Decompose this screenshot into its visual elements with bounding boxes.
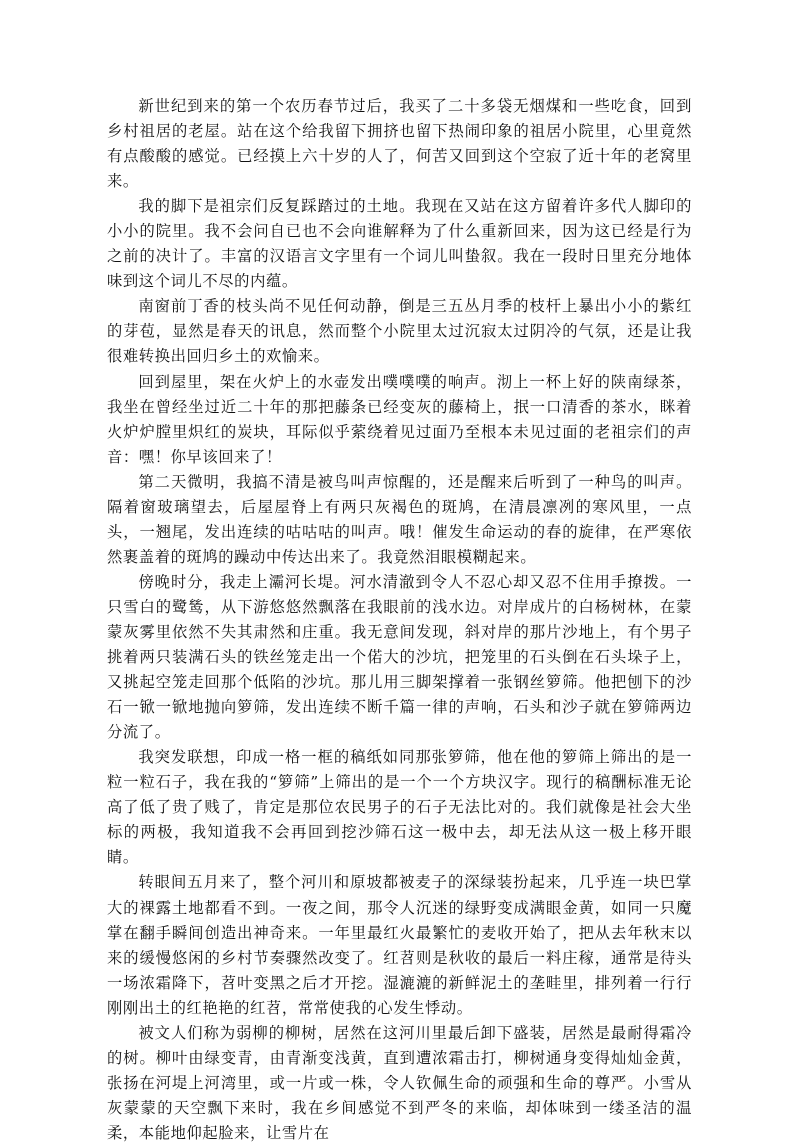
paragraph: 第二天微明，我搞不清是被鸟叫声惊醒的，还是醒来后听到了一种鸟的叫声。隔着窗玻璃望去，后屋屋脊上有两只灰褐色的斑鸠，在清晨凛冽的寒风里，一点头，一翘尾，发出连续的咕咕咕的叫声。哦！催发生命运动的春的旋律，在严寒依然裹盖着的斑鸠的躁动中传达出来了。我竟然泪眼模糊起来。 <box>107 472 692 566</box>
essay-body <box>107 94 692 1146</box>
paragraph: 傍晚时分，我走上灞河长堤。河水清澈到令人不忍心却又忍不住用手撩拨。一只雪白的鹭鸶，从下游悠悠然飘落在我眼前的浅水边。对岸成片的白杨树林，在蒙蒙灰雾里依然不失其肃然和庄重。我无意间发现，斜对岸的那片沙地上，有个男子挑着两只装满石头的铁丝笼走出一个偌大的沙坑，把笼里的石头倒在石头垛子上，又挑起空笼走回那个低陷的沙坑。那儿用三脚架撑着一张钢丝箩筛。他把刨下的沙石一锨一锨地抛向箩筛，发出连续不断千篇一律的声响，石头和沙子就在箩筛两边分流了。 <box>107 572 692 742</box>
paragraph: 我突发联想，印成一格一框的稿纸如同那张箩筛，他在他的箩筛上筛出的是一粒一粒石子，我在我的“箩筛”上筛出的是一个一个方块汉字。现行的稿酬标准无论高了低了贵了贱了，肯定是那位农民男子的石子无法比对的。我们就像是社会大坐标的两极，我知道我不会再回到挖沙筛石这一极中去，却无法从这一极上移开眼睛。 <box>107 748 692 867</box>
paragraph: 被文人们称为弱柳的柳树，居然在这河川里最后卸下盛装，居然是最耐得霜冷的树。柳叶由绿变青，由青渐变浅黄，直到遭浓霜击打，柳树通身变得灿灿金黄，张扬在河堤上河湾里，或一片或一株，令人钦佩生命的顽强和生命的尊严。小雪从灰蒙蒙的天空飘下来时，我在乡间感觉不到严冬的来临，却体味到一缕圣洁的温柔，本能地仰起脸来，让雪片在 <box>107 1023 692 1142</box>
paragraph: 转眼间五月来了，整个河川和原坡都被麦子的深绿装扮起来，几乎连一块巴掌大的裸露土地都看不到。一夜之间，那令人沉迷的绿野变成满眼金黄，如同一只魔掌在翻手瞬间创造出神奇来。一年里最红火最繁忙的麦收开始了，把从去年秋末以来的缓慢悠闲的乡村节奏骤然改变了。红苕则是秋收的最后一料庄稼，通常是待头一场浓霜降下，苕叶变黑之后才开挖。湿漉漉的新鲜泥土的垄畦里，排列着一行行刚刚出土的红艳艳的红苕，常常使我的心发生悸动。 <box>107 873 692 1017</box>
paragraph: 南窗前丁香的枝头尚不见任何动静，倒是三五丛月季的枝杆上暴出小小的紫红的芽苞，显然是春天的讯息，然而整个小院里太过沉寂太过阴冷的气氛，还是让我很难转换出回归乡土的欢愉来。 <box>107 297 692 366</box>
paragraph: 回到屋里，架在火炉上的水壶发出噗噗噗的响声。沏上一杯上好的陕南绿茶，我坐在曾经坐过近二十年的那把藤条已经变灰的藤椅上，抿一口清香的茶水，眯着火炉炉膛里炽红的炭块，耳际似乎萦绕着见过面乃至根本未见过面的老祖宗们的声音：嘿！你早该回来了！ <box>107 372 692 466</box>
paragraph: 新世纪到来的第一个农历春节过后，我买了二十多袋无烟煤和一些吃食，回到乡村祖居的老屋。站在这个给我留下拥挤也留下热闹印象的祖居小院里，心里竟然有点酸酸的感觉。已经摸上六十岁的人了，何苦又回到这个空寂了近十年的老窝里来。 <box>107 97 692 191</box>
paragraph: 我的脚下是祖宗们反复踩踏过的土地。我现在又站在这方留着许多代人脚印的小小的院里。我不会问自已也不会向谁解释为了什么重新回来，因为这已经是行为之前的决计了。丰富的汉语言文字里有一个词儿叫蛰叙。我在一段时日里充分地体味到这个词儿不尽的内蕴。 <box>107 197 692 291</box>
